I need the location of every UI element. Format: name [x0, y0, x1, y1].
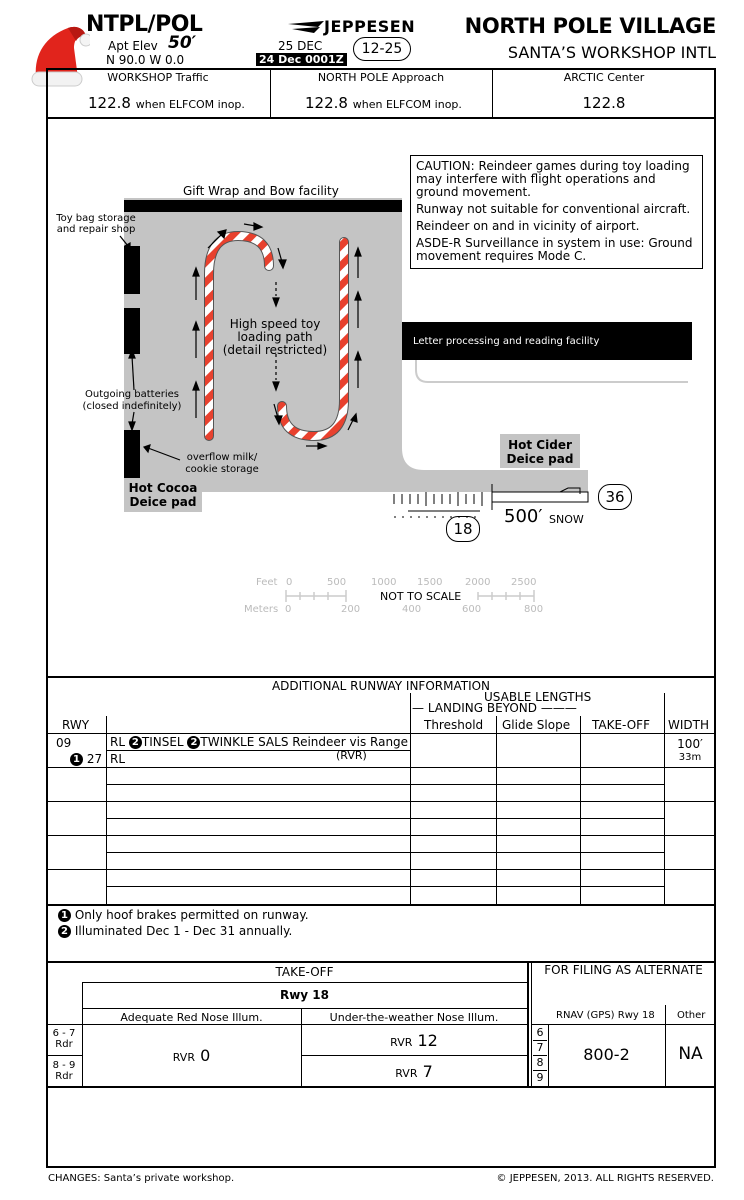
rvr-adequate	[82, 1046, 301, 1065]
alt-header-line	[531, 1024, 716, 1025]
caution-line: may interfere with flight operations and	[416, 172, 656, 186]
cocoa-line: Hot Cocoa	[128, 481, 198, 495]
col-width: WIDTH	[668, 718, 709, 732]
rvr-label: RVR	[395, 1067, 418, 1080]
rl-label: RL	[110, 735, 126, 749]
rwy-09: 09	[56, 736, 72, 750]
dash-left: —	[412, 701, 424, 715]
copyright: © JEPPESEN, 2013. ALL RIGHTS RESERVED.	[496, 1173, 714, 1184]
note-2-icon: 2	[58, 925, 71, 938]
row-line-3b	[106, 852, 664, 853]
hot-cocoa-pad	[124, 481, 202, 509]
rvr-label: (RVR)	[336, 749, 367, 762]
note-2	[58, 924, 292, 938]
col-line-c	[496, 716, 497, 904]
rvr-weather-1	[301, 1031, 527, 1050]
twinkle-label: TWINKLE SALS	[200, 735, 289, 749]
caution-line: Reindeer on and in vicinity of airport.	[416, 219, 640, 233]
rwy-09-lighting	[110, 735, 408, 749]
cider-line: Hot Cider	[508, 438, 572, 452]
takeoff-left-line	[82, 982, 83, 1087]
airport-city: NORTH POLE VILLAGE	[464, 14, 716, 38]
note-1	[58, 908, 309, 922]
takeoff-row-mid	[46, 1055, 82, 1056]
chart-date: 25 DEC	[278, 39, 323, 53]
freq-value-center: 122.8	[582, 94, 626, 112]
tinsel-label: TINSEL	[141, 735, 184, 749]
loading-line: (detail restricted)	[222, 343, 328, 357]
rvr-value: 7	[422, 1062, 433, 1081]
row-line-4b	[106, 886, 664, 887]
rdr-1-b: Rdr	[55, 1039, 73, 1050]
scale-feet-label: Feet	[256, 577, 278, 588]
scale-feet-0: 0	[286, 577, 293, 588]
elev-label: Apt Elev	[108, 39, 158, 53]
scale-meters-label: Meters	[244, 604, 279, 615]
landing-beyond-text: LANDING BEYOND	[427, 701, 537, 715]
header-row-bottom	[46, 733, 716, 734]
minimums-bottom	[46, 1086, 716, 1088]
hot-cider-pad	[500, 438, 580, 466]
runway-18-label: 18	[446, 516, 480, 542]
rvr-value: 12	[417, 1031, 438, 1050]
caution-line: CAUTION: Reindeer games during toy loading	[416, 159, 690, 173]
note-1-text: Only hoof brakes permitted on runway.	[74, 908, 309, 922]
col-rwy: RWY	[62, 718, 90, 732]
scale-feet-500: 500	[327, 577, 347, 588]
coordinates: N 90.0 W 0.0	[106, 53, 185, 67]
col-glide-slope: Glide Slope	[502, 718, 571, 732]
rdr-row-1	[46, 1028, 82, 1050]
rwy-27	[70, 752, 102, 766]
runway-info-title: ADDITIONAL RUNWAY INFORMATION	[271, 679, 491, 693]
toy-bag-line: and repair shop	[56, 224, 136, 235]
takeoff-row-mid-b	[301, 1055, 527, 1056]
rwy-27-label: 27	[86, 752, 103, 766]
row-line-1b	[106, 784, 664, 785]
freq-name-center: ARCTIC Center	[563, 71, 645, 84]
toy-bag-line: Toy bag storage	[56, 213, 136, 224]
alt-num-6: 6	[533, 1025, 547, 1041]
runway-36-label: 36	[598, 484, 632, 510]
scale-m-400: 400	[402, 604, 422, 615]
caution-line: movement requires Mode C.	[416, 249, 587, 263]
rvr-weather-2	[301, 1062, 527, 1081]
scale-feet-2000: 2000	[465, 577, 491, 588]
note-2-text: Illuminated Dec 1 - Dec 31 annually.	[74, 924, 293, 938]
effective-date: 24 Dec 0001Z	[256, 53, 347, 66]
scale-m-200: 200	[341, 604, 361, 615]
alt-num-8: 8	[533, 1056, 547, 1071]
width-ft: 100′	[677, 737, 703, 751]
milk-line: overflow milk/	[186, 452, 258, 463]
freq-value-approach	[305, 94, 462, 112]
scale-m-800: 800	[524, 604, 544, 615]
takeoff-title-line	[82, 982, 527, 983]
rvr-value: 0	[200, 1046, 211, 1065]
batteries-line: Outgoing batteries	[85, 389, 179, 400]
freq-note: when ELFCOM inop.	[352, 98, 462, 111]
freq-note: when ELFCOM inop.	[135, 98, 245, 111]
note-2-marker-icon: 2	[129, 736, 142, 749]
takeoff-col-a: Adequate Red Nose Illum.	[120, 1011, 263, 1024]
milk-cookie-label	[176, 452, 268, 476]
row-line-3	[46, 835, 716, 836]
takeoff-rwy: Rwy 18	[279, 988, 330, 1002]
rdr-1-a: 6 - 7	[52, 1028, 76, 1039]
alternate-rnav: RNAV (GPS) Rwy 18	[556, 1010, 655, 1021]
letter-facility-label: Letter processing and reading facility	[413, 336, 600, 347]
row-line-2	[46, 801, 716, 802]
takeoff-col-b: Under-the-weather Nose Illum.	[329, 1011, 499, 1024]
runway-length: 500′	[504, 506, 543, 527]
note-2-marker-icon: 2	[187, 736, 200, 749]
note-1-icon: 1	[58, 909, 71, 922]
freq-name-workshop: WORKSHOP Traffic	[107, 71, 209, 84]
col-line-d	[580, 716, 581, 904]
takeoff-title: TAKE-OFF	[275, 965, 334, 979]
scale-feet-2500: 2500	[511, 577, 537, 588]
width-m: 33m	[678, 752, 702, 763]
freq-name-approach: NORTH POLE Approach	[317, 71, 445, 84]
row-line-2b	[106, 818, 664, 819]
alternate-other: Other	[677, 1010, 706, 1021]
not-to-scale: NOT TO SCALE	[380, 590, 462, 603]
chart-index: 12-25	[353, 37, 411, 61]
reindeer-vis-label: Reindeer vis Range	[292, 735, 409, 749]
freq-value-workshop	[88, 94, 245, 112]
alt-num-9: 9	[536, 1071, 544, 1084]
rdr-2-a: 8 - 9	[52, 1060, 76, 1071]
dash-right: ———	[540, 701, 577, 715]
col-line-e	[664, 693, 665, 904]
col-line-b	[410, 693, 411, 904]
takeoff-rwy-line	[82, 1008, 527, 1009]
rdr-2-b: Rdr	[55, 1071, 73, 1082]
loading-line: loading path	[237, 330, 313, 344]
scale-feet-1500: 1500	[417, 577, 443, 588]
elev-value: 50′	[168, 33, 197, 53]
col-line-a	[106, 716, 107, 904]
row-line-1	[46, 767, 716, 768]
caution-line: ground movement.	[416, 185, 531, 199]
freq-value: 122.8	[88, 94, 131, 112]
col-threshold: Threshold	[424, 718, 484, 732]
rvr-label: RVR	[172, 1051, 195, 1064]
toy-bag-label	[50, 213, 142, 235]
batteries-label	[74, 389, 190, 413]
landing-beyond	[412, 701, 577, 715]
rdr-row-2	[46, 1060, 82, 1082]
scale-m-600: 600	[462, 604, 482, 615]
note-1-marker-icon: 1	[70, 753, 83, 766]
row-line-4	[46, 869, 716, 870]
caution-line: Runway not suitable for conventional aircraft.	[416, 202, 691, 216]
airport-name: SANTA’S WORKSHOP INTL	[507, 43, 716, 62]
alt-num-7: 7	[533, 1041, 547, 1056]
loading-line: High speed toy	[229, 317, 321, 331]
alternate-rnav-value: 800-2	[583, 1045, 630, 1064]
caution-line: ASDE-R Surveillance in system in use: Ground	[416, 236, 693, 250]
col-take-off: TAKE-OFF	[592, 718, 650, 732]
rwy-27-lighting: RL	[110, 752, 126, 766]
section-divider	[46, 676, 716, 678]
alternate-title: FOR FILING AS ALTERNATE	[544, 963, 703, 977]
usable-lengths: USABLE LENGTHS	[484, 690, 592, 704]
brand-name: JEPPESEN	[324, 17, 416, 36]
alternate-other-value: NA	[678, 1044, 703, 1064]
milk-line: cookie storage	[185, 464, 259, 475]
table-bottom	[46, 904, 716, 906]
scale-feet-1000: 1000	[371, 577, 397, 588]
takeoff-alt-divider-1	[527, 961, 529, 1087]
takeoff-col-line	[46, 1024, 527, 1025]
jeppesen-logo-icon	[288, 20, 324, 34]
scale-m-0: 0	[285, 604, 292, 615]
loading-path-label	[218, 318, 332, 357]
airport-ident: NTPL/POL	[86, 12, 203, 37]
freq-value: 122.8	[305, 94, 348, 112]
cider-line: Deice pad	[506, 452, 574, 466]
changes-note: CHANGES: Santa’s private workshop.	[48, 1173, 235, 1184]
gift-wrap-label: Gift Wrap and Bow facility	[183, 184, 339, 198]
runway-surface: SNOW	[549, 513, 584, 526]
batteries-line: (closed indefinitely)	[82, 401, 182, 412]
cocoa-line: Deice pad	[129, 495, 197, 509]
caution-box	[410, 155, 703, 269]
rvr-label: RVR	[390, 1036, 413, 1049]
